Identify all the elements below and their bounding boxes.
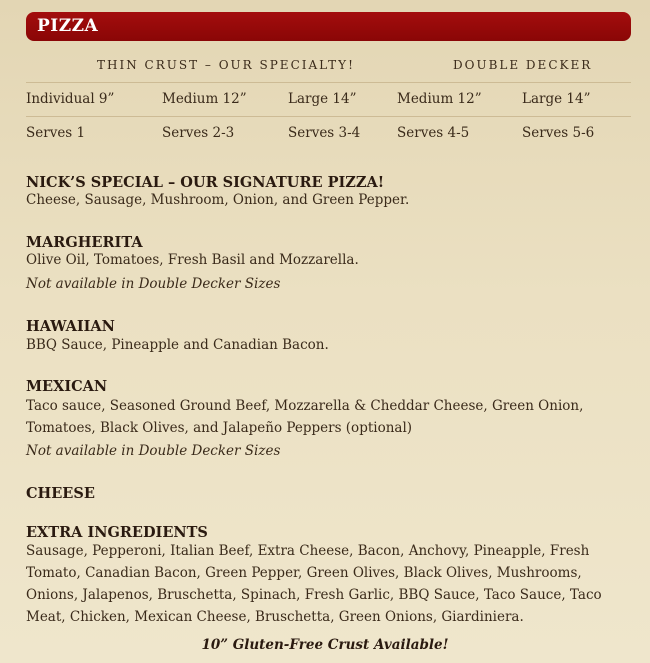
size-cell: Medium 12” <box>162 91 247 107</box>
menu-item-title: CHEESE <box>26 485 95 502</box>
menu-item-title: NICK’S SPECIAL – OUR SIGNATURE PIZZA! <box>26 174 385 191</box>
menu-item-title: MEXICAN <box>26 378 108 395</box>
menu-item-title: MARGHERITA <box>26 234 143 251</box>
section-title: PIZZA <box>37 16 99 36</box>
size-cell: Large 14” <box>522 91 591 107</box>
serves-cell: Serves 3-4 <box>288 125 361 141</box>
section-header-bar <box>26 12 631 41</box>
menu-item-description: Cheese, Sausage, Mushroom, Onion, and Green Pepper. <box>26 192 410 208</box>
serves-cell: Serves 2-3 <box>162 125 235 141</box>
table-rule-top <box>26 82 631 83</box>
menu-item-description: Sausage, Pepperoni, Italian Beef, Extra Cheese, Bacon, Anchovy, Pineapple, Fresh Tomato, Canadian Bacon, Green Pepper, Green Olives, Black Olives, Mushrooms, Onions, Jalapenos, Bruschetta, Spinach, Fresh Garlic, BBQ Sauce, Taco Sauce, Taco Meat, Chicken, Mexican Cheese, Bruschetta, Green Onions, Giardiniera. <box>26 543 602 625</box>
thin-crust-header: THIN CRUST – OUR SPECIALTY! <box>97 58 355 72</box>
serves-cell: Serves 1 <box>26 125 86 141</box>
menu-item-title: EXTRA INGREDIENTS <box>26 524 208 541</box>
menu-item-description: Olive Oil, Tomatoes, Fresh Basil and Mozzarella. <box>26 252 359 268</box>
serves-cell: Serves 5-6 <box>522 125 595 141</box>
size-cell: Large 14” <box>288 91 357 107</box>
menu-item-note: Not available in Double Decker Sizes <box>26 443 281 459</box>
size-cell: Individual 9” <box>26 91 115 107</box>
menu-item-note: Not available in Double Decker Sizes <box>26 276 281 292</box>
table-rule-middle <box>26 116 631 117</box>
serves-cell: Serves 4-5 <box>397 125 470 141</box>
double-decker-header: DOUBLE DECKER <box>453 58 593 72</box>
gluten-free-note: 10” Gluten-Free Crust Available! <box>201 637 449 653</box>
menu-item-description: Taco sauce, Seasoned Ground Beef, Mozzarella & Cheddar Cheese, Green Onion, Tomatoes, Black Olives, and Jalapeño Peppers (optional) <box>26 398 584 436</box>
menu-item-title: HAWAIIAN <box>26 318 115 335</box>
size-cell: Medium 12” <box>397 91 482 107</box>
menu-item-description: BBQ Sauce, Pineapple and Canadian Bacon. <box>26 337 329 353</box>
